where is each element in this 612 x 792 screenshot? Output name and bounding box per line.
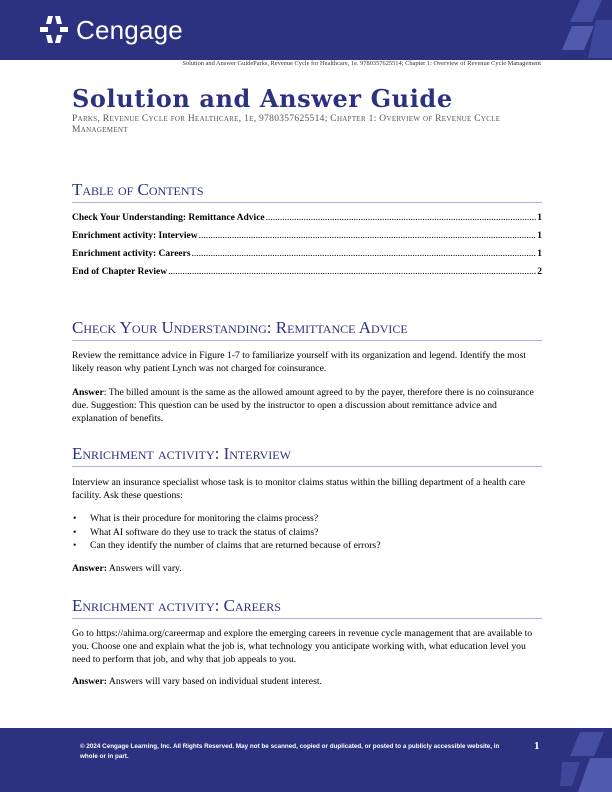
document-title: Solution and Answer Guide: [72, 84, 453, 113]
footer-band: [0, 728, 612, 792]
page-number: 1: [534, 740, 540, 752]
copyright-notice: © 2024 Cengage Learning, Inc. All Rights Reserved. May not be scanned, copied or duplicated, or posted to a publicly accessible website, in whole or in part.: [80, 743, 500, 760]
section-heading-careers: Enrichment activity: Careers: [72, 596, 542, 619]
toc-leader-dots: [168, 267, 536, 277]
toc-entry-page: 1: [537, 213, 542, 223]
toc-entry[interactable]: [72, 267, 542, 277]
answer-remittance-advice: [72, 386, 542, 426]
section-body-interview: Interview an insurance specialist whose task is to monitor claims status within the billing department of a health care facility. Ask these questions:: [72, 477, 526, 502]
toc-leader-dots: [266, 213, 537, 223]
document-subtitle: Parks, Revenue Cycle for Healthcare, 1e, 9780357625514; Chapter 1: Overview of Revenue Cycle Management: [72, 114, 501, 135]
cengage-logo-icon: [38, 14, 70, 46]
toc-leader-dots: [192, 249, 537, 259]
toc-entry[interactable]: [72, 213, 542, 223]
section-heading-interview: Enrichment activity: Interview: [72, 444, 542, 467]
toc-entry-page: 2: [537, 267, 542, 277]
answer-text: : The billed amount is the same as the allowed amount agreed to by the payer, therefore there is no coinsurance due. Suggestion: This question can be used by the instructor to open a discussion about remittance advice and explanation of benefits.: [72, 387, 534, 425]
toc-entry-label: Enrichment activity: Careers: [72, 249, 191, 259]
answer-label: Answer:: [72, 676, 107, 687]
toc-entry-label: Check Your Understanding: Remittance Advice: [72, 213, 265, 223]
toc-heading: Table of Contents: [72, 180, 542, 203]
toc-entry[interactable]: [72, 249, 542, 259]
answer-text: Answers will vary based on individual student interest.: [106, 676, 322, 687]
interview-question-list: [72, 512, 542, 553]
answer-label: Answer: [72, 387, 104, 398]
header-band: [0, 0, 612, 60]
section-body-remittance-advice: Review the remittance advice in Figure 1-7 to familiarize yourself with its organization and legend. Identify the most likely reason why patient Lynch was not charged for coinsurance.: [72, 350, 526, 375]
answer-label: Answer:: [72, 563, 107, 574]
answer-careers: [72, 675, 542, 688]
toc-entry-label: End of Chapter Review: [72, 267, 168, 277]
decorative-corner-shapes: [562, 0, 612, 60]
cengage-logo: [38, 14, 183, 46]
decorative-corner-shapes: [560, 728, 612, 792]
toc-entry-page: 1: [537, 249, 542, 259]
answer-text: Answers will vary.: [106, 563, 182, 574]
list-item: • What is their procedure for monitoring the claims process?: [72, 512, 542, 526]
logo-wordmark: Cengage: [76, 14, 183, 45]
section-heading-remittance-advice: Check Your Understanding: Remittance Advice: [72, 318, 542, 341]
list-item: • Can they identify the number of claims that are returned because of errors?: [72, 539, 542, 553]
list-item: • What AI software do they use to track the status of claims?: [72, 526, 542, 540]
toc-leader-dots: [199, 231, 537, 241]
running-head: Solution and Answer GuideParks, Revenue Cycle for Healthcare, 1e. 9780357625514; Chapter 1: Overview of Revenue Cycle Management: [182, 60, 541, 67]
toc-entry-page: 1: [537, 231, 542, 241]
toc-entry[interactable]: [72, 231, 542, 241]
toc-entry-label: Enrichment activity: Interview: [72, 231, 198, 241]
answer-interview: [72, 562, 542, 575]
section-body-careers: Go to https://ahima.org/careermap and explore the emerging careers in revenue cycle management that are available to you. Choose one and explain what the job is, what technology you anticipate working with, what education level you need to perform that job, and why that job appeals to you.: [72, 628, 533, 666]
